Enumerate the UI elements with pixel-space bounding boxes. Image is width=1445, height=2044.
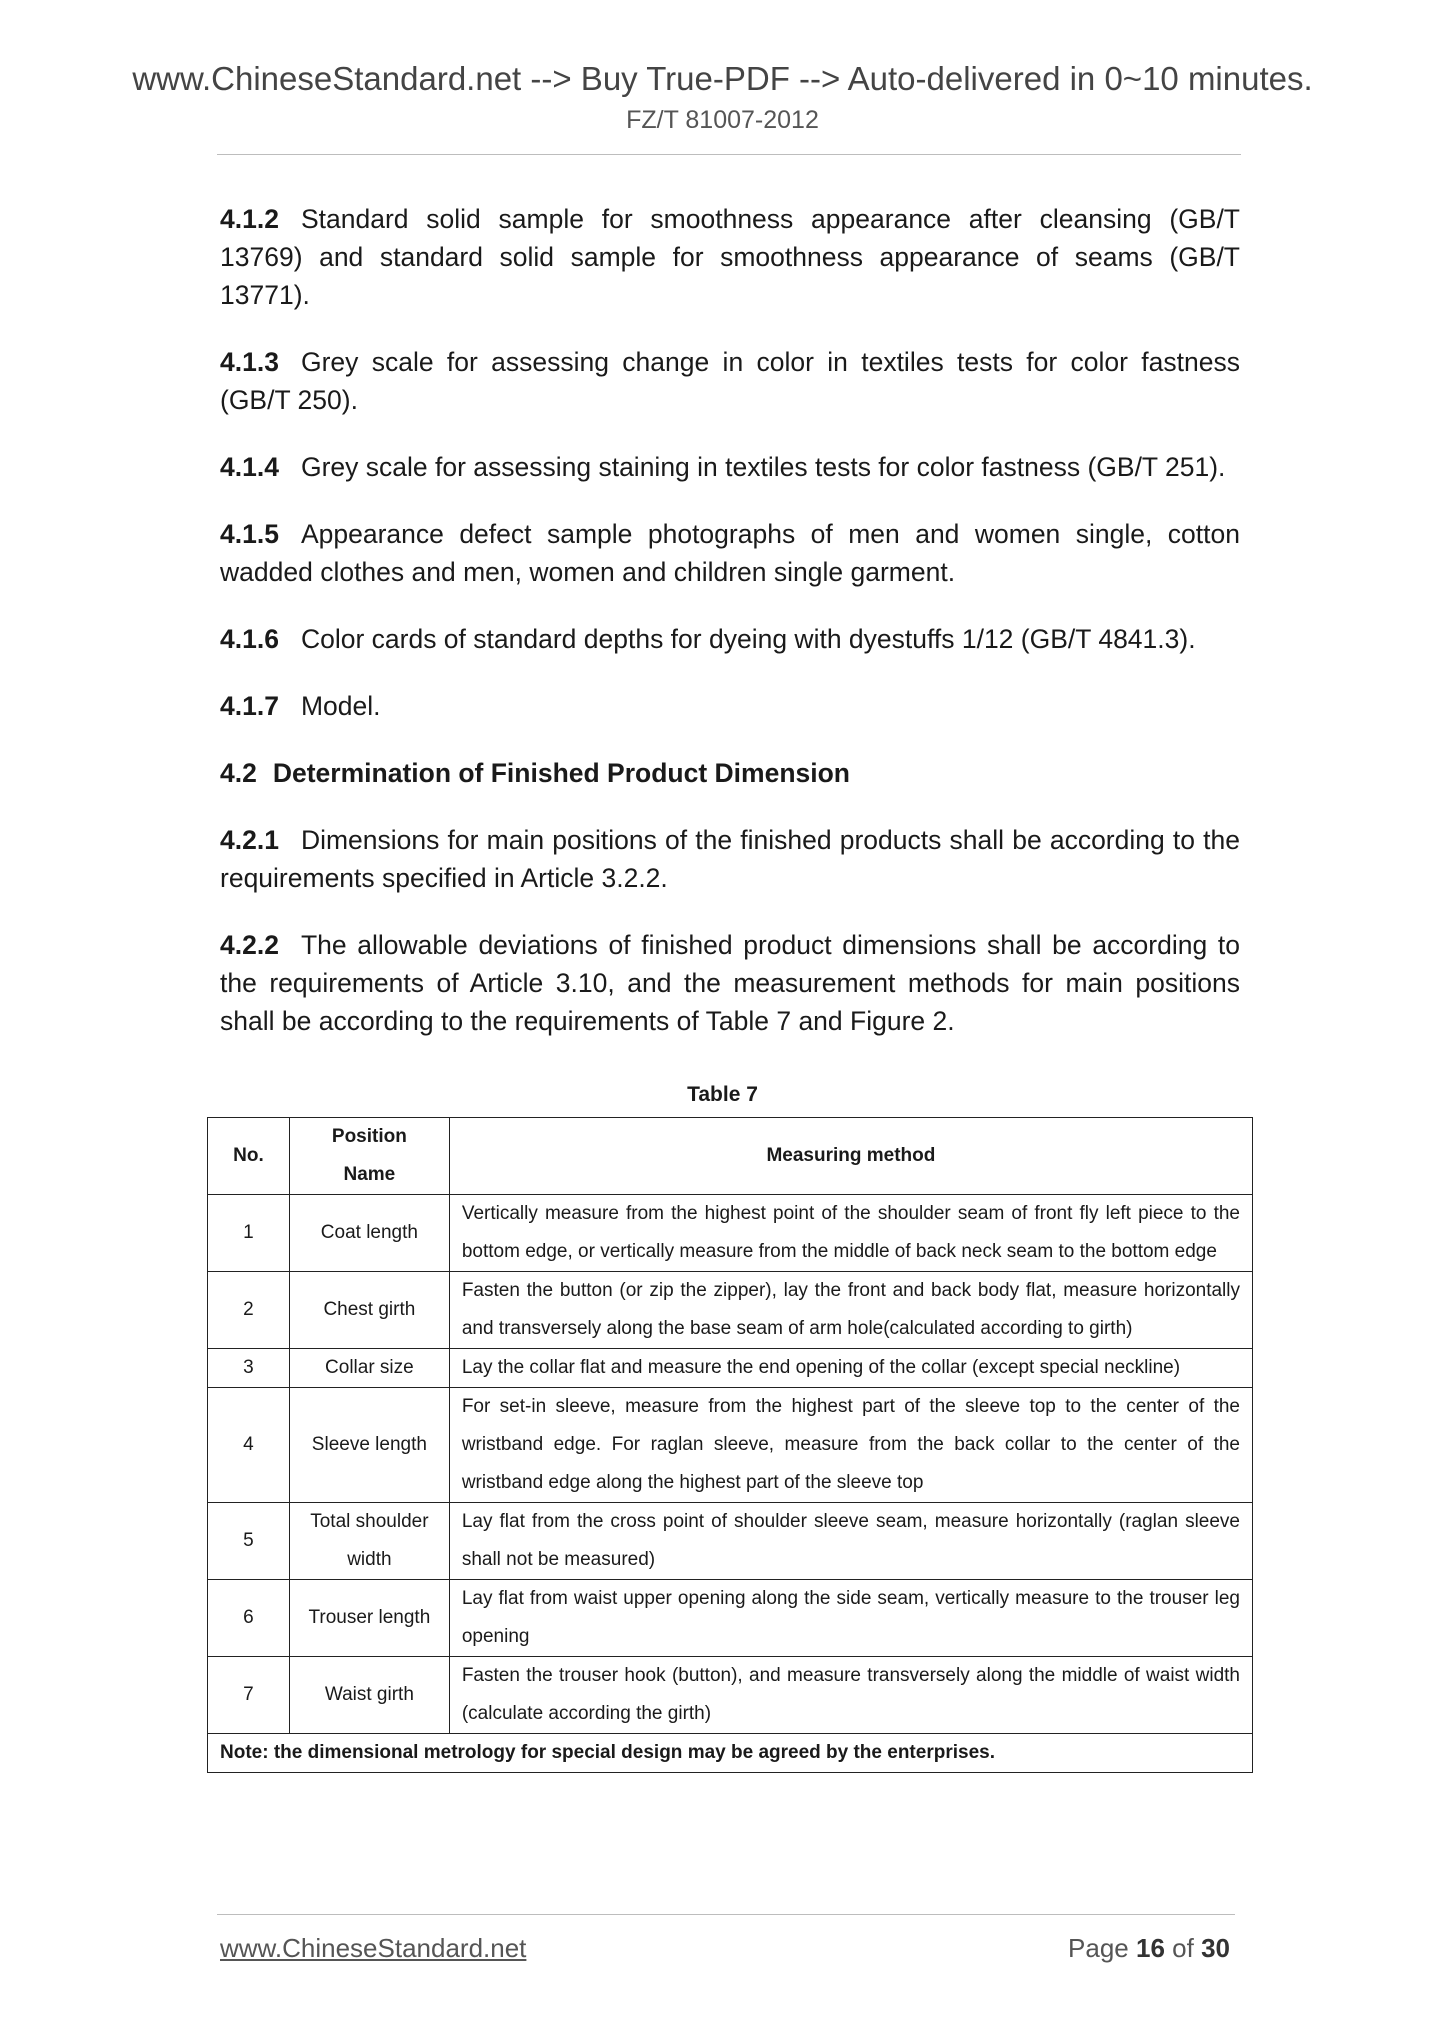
row-method: For set-in sleeve, measure from the highest part of the sleeve top to the center of the wristband edge. For raglan sleeve, measure from the back collar to the center of the wristband edge along the highest part of the sleeve top	[449, 1388, 1252, 1503]
row-method: Fasten the button (or zip the zipper), lay the front and back body flat, measure horizontally and transversely along the base seam of arm hole(calculated according to girth)	[449, 1272, 1252, 1349]
total-pages: 30	[1201, 1933, 1230, 1963]
table-note: Note: the dimensional metrology for special design may be agreed by the enterprises.	[208, 1734, 1253, 1773]
clause-text: Grey scale for assessing change in color in textiles tests for color fastness (GB/T 250).	[220, 347, 1240, 415]
table-row	[208, 1503, 1253, 1580]
page-number: Page 16 of 30	[1068, 1933, 1230, 1963]
row-position-name: Trouser length	[289, 1580, 449, 1657]
row-position-name: Sleeve length	[289, 1388, 449, 1503]
footer-website-link[interactable]: www.ChineseStandard.net	[220, 1933, 527, 1963]
clause-number: 4.2.2	[220, 930, 279, 960]
clause-text: The allowable deviations of finished product dimensions shall be according to the requirements of Article 3.10, and the measurement methods for main positions shall be according to the requirements of Table 7 and Figure 2.	[220, 930, 1240, 1036]
clause-number: 4.1.3	[220, 347, 279, 377]
section-title: Determination of Finished Product Dimension	[272, 758, 850, 788]
section-number: 4.2	[220, 758, 257, 788]
clause-4-1-7	[220, 687, 1240, 725]
clause-number: 4.1.4	[220, 452, 279, 482]
clause-4-1-4	[220, 448, 1240, 486]
row-method: Fasten the trouser hook (button), and measure transversely along the middle of waist width (calculate according the girth)	[449, 1657, 1252, 1734]
header-no: No.	[208, 1118, 290, 1195]
row-no: 5	[208, 1503, 290, 1580]
row-no: 6	[208, 1580, 290, 1657]
clause-number: 4.1.5	[220, 519, 279, 549]
row-no: 3	[208, 1349, 290, 1388]
row-method: Lay the collar flat and measure the end opening of the collar (except special neckline)	[449, 1349, 1252, 1388]
header-banner: www.ChineseStandard.net --> Buy True-PDF --> Auto-delivered in 0~10 minutes.	[132, 60, 1313, 97]
row-no: 2	[208, 1272, 290, 1349]
row-position-name: Coat length	[289, 1195, 449, 1272]
row-method: Lay flat from waist upper opening along the side seam, vertically measure to the trouser leg opening	[449, 1580, 1252, 1657]
header-position-name: Position Name	[289, 1118, 449, 1195]
row-position-name: Chest girth	[289, 1272, 449, 1349]
table-row	[208, 1195, 1253, 1272]
clause-4-1-5	[220, 515, 1240, 591]
clause-number: 4.1.6	[220, 624, 279, 654]
current-page: 16	[1136, 1933, 1165, 1963]
clause-4-2-1	[220, 821, 1240, 897]
clause-4-2-2	[220, 926, 1240, 1040]
row-no: 4	[208, 1388, 290, 1503]
clause-text: Appearance defect sample photographs of men and women single, cotton wadded clothes and men, women and children single garment.	[220, 519, 1240, 587]
row-no: 7	[208, 1657, 290, 1734]
table-row	[208, 1272, 1253, 1349]
row-position-name: Waist girth	[289, 1657, 449, 1734]
clause-text: Model.	[300, 691, 381, 721]
table-row	[208, 1657, 1253, 1734]
table-caption: Table 7	[687, 1083, 758, 1106]
clause-4-1-2	[220, 200, 1240, 314]
table-row	[208, 1388, 1253, 1503]
header-divider	[217, 154, 1241, 155]
clause-text: Standard solid sample for smoothness appearance after cleansing (GB/T 13769) and standard solid sample for smoothness appearance of seams (GB/T 13771).	[220, 204, 1240, 310]
standard-code: FZ/T 81007-2012	[626, 106, 819, 134]
clause-4-1-6	[220, 620, 1240, 658]
footer-divider	[217, 1914, 1235, 1915]
document-body	[220, 200, 1240, 1069]
clause-text: Dimensions for main positions of the finished products shall be according to the requirements specified in Article 3.2.2.	[220, 825, 1240, 893]
clause-text: Color cards of standard depths for dyeing with dyestuffs 1/12 (GB/T 4841.3).	[300, 624, 1196, 654]
row-position-name: Collar size	[289, 1349, 449, 1388]
table-row	[208, 1349, 1253, 1388]
header-measuring-method: Measuring method	[449, 1118, 1252, 1195]
table-row	[208, 1580, 1253, 1657]
row-no: 1	[208, 1195, 290, 1272]
row-method: Lay flat from the cross point of shoulder sleeve seam, measure horizontally (raglan sleeve shall not be measured)	[449, 1503, 1252, 1580]
page-header	[0, 58, 1445, 138]
measurement-table	[207, 1117, 1253, 1773]
clause-4-1-3	[220, 343, 1240, 419]
clause-text: Grey scale for assessing staining in textiles tests for color fastness (GB/T 251).	[300, 452, 1226, 482]
section-heading-4-2	[220, 754, 1240, 792]
row-method: Vertically measure from the highest point of the shoulder seam of front fly left piece to the bottom edge, or vertically measure from the middle of back neck seam to the bottom edge	[449, 1195, 1252, 1272]
row-position-name: Total shoulder width	[289, 1503, 449, 1580]
table-header-row	[208, 1118, 1253, 1195]
clause-number: 4.1.7	[220, 691, 279, 721]
table-note-row	[208, 1734, 1253, 1773]
clause-number: 4.2.1	[220, 825, 279, 855]
clause-number: 4.1.2	[220, 204, 279, 234]
